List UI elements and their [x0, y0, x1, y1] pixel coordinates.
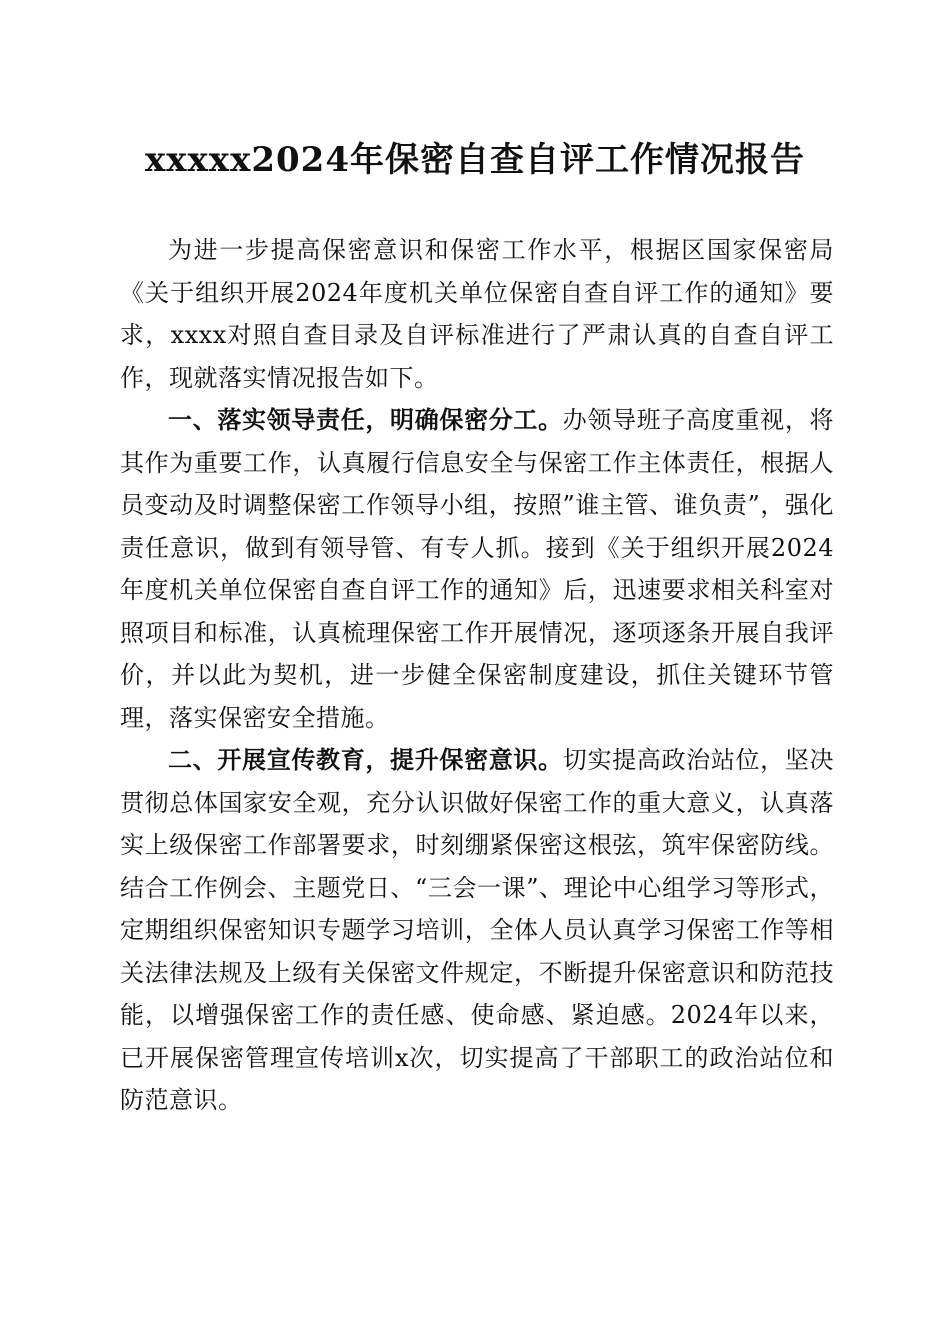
document-body — [120, 229, 834, 1122]
intro-text: 为进一步提高保密意识和保密工作水平，根据区国家保密局《关于组织开展2024年度机关单位保密自查自评工作的通知》要求，xxxx对照自查目录及自评标准进行了严肃认真的自查自评工作，现就落实情况报告如下。 — [120, 236, 834, 392]
section-1-heading: 一、落实领导责任，明确保密分工。 — [168, 406, 563, 434]
section-1-text: 办领导班子高度重视，将其作为重要工作，认真履行信息安全与保密工作主体责任，根据人员变动及时调整保密工作领导小组，按照”谁主管、谁负责”，强化责任意识，做到有领导管、有专人抓。接到《关于组织开展2024年度机关单位保密自查自评工作的通知》后，迅速要求相关科室对照项目和标准，认真梳理保密工作开展情况，逐项逐条开展自我评价，并以此为契机，进一步健全保密制度建设，抓住关键环节管理，落实保密安全措施。 — [120, 406, 835, 732]
section-1-paragraph — [120, 399, 834, 739]
intro-paragraph — [120, 229, 834, 399]
section-2-text: 切实提高政治站位，坚决贯彻总体国家安全观，充分认识做好保密工作的重大意义，认真落实上级保密工作部署要求，时刻绷紧保密这根弦，筑牢保密防线。结合工作例会、主题党日、“三会一课”、理论中心组学习等形式，定期组织保密知识专题学习培训，全体人员认真学习保密工作等相关法律法规及上级有关保密文件规定，不断提升保密意识和防范技能，以增强保密工作的责任感、使命感、紧迫感。2024年以来，已开展保密管理宣传培训x次，切实提高了干部职工的政治站位和防范意识。 — [120, 746, 835, 1114]
section-2-paragraph — [120, 739, 834, 1122]
section-2-heading: 二、开展宣传教育，提升保密意识。 — [168, 746, 563, 774]
document-title: xxxxx2024年保密自查自评工作情况报告 — [145, 140, 805, 180]
